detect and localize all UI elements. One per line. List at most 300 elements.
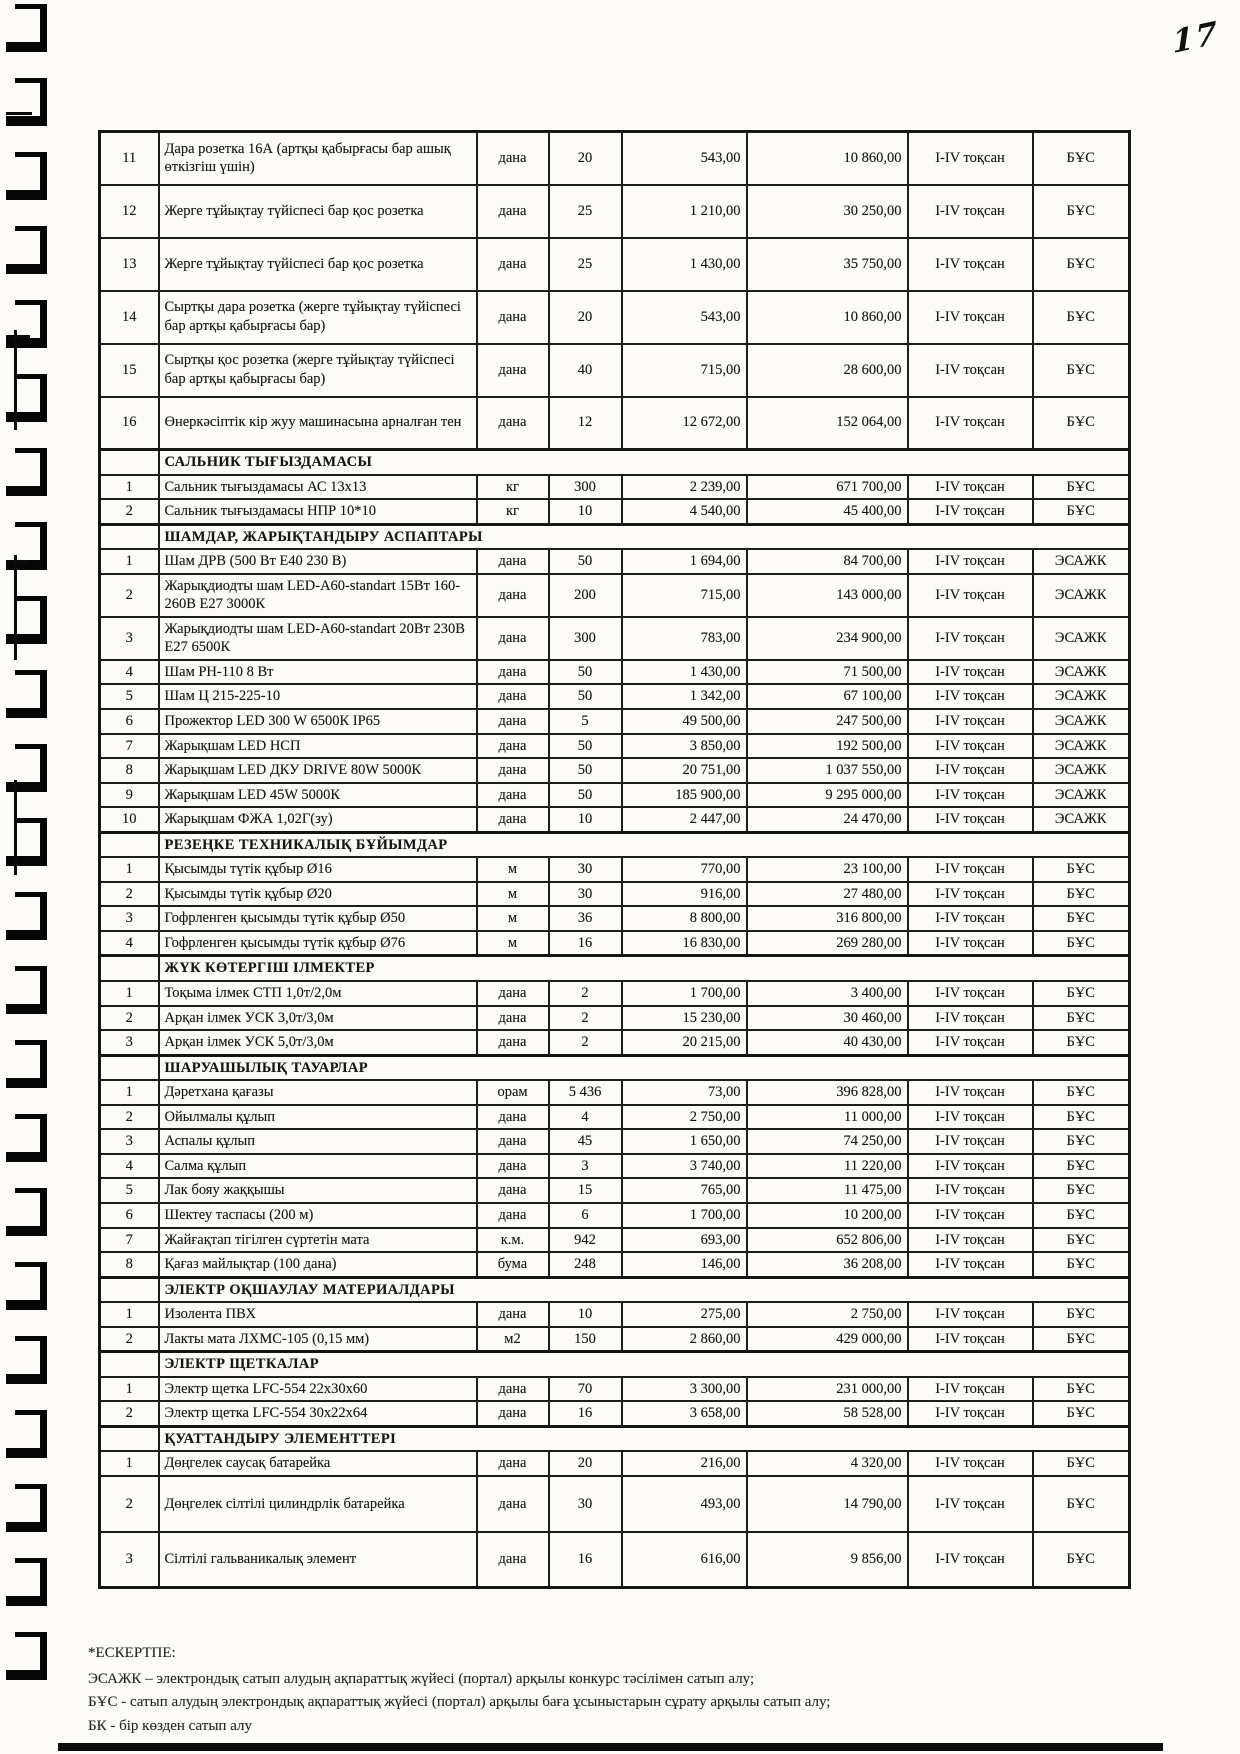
- cell-unit-price: 543,00: [622, 132, 747, 185]
- table-row: [100, 931, 1130, 956]
- cell-item-name: Шам ДРВ (500 Вт Е40 230 В): [159, 549, 477, 574]
- cell-row-number: 4: [100, 660, 159, 685]
- cell-unit-price: 15 230,00: [622, 1006, 747, 1031]
- cell-row-number: 3: [100, 1030, 159, 1055]
- binding-bracket-mark: [15, 1558, 47, 1604]
- cell-total-price: 671 700,00: [747, 475, 908, 500]
- cell-item-name: Гофрленген қысымды түтік құбыр Ø50: [159, 906, 477, 931]
- section-title: ШАМДАР, ЖАРЫҚТАНДЫРУ АСПАПТАРЫ: [159, 524, 1130, 549]
- cell-unit: дана: [477, 709, 549, 734]
- table-row: [100, 1401, 1130, 1426]
- cell-total-price: 10 860,00: [747, 132, 908, 185]
- cell-total-price: 234 900,00: [747, 617, 908, 660]
- cell-row-number: 2: [100, 882, 159, 907]
- cell-unit: дана: [477, 981, 549, 1006]
- cell-quarter: I-IV тоқсан: [908, 684, 1033, 709]
- cell-row-number: 1: [100, 475, 159, 500]
- cell-total-price: 11 220,00: [747, 1154, 908, 1179]
- binding-bracket-mark: [15, 374, 47, 420]
- cell-quarter: I-IV тоқсан: [908, 1154, 1033, 1179]
- cell-total-price: 247 500,00: [747, 709, 908, 734]
- cell-quarter: I-IV тоқсан: [908, 1129, 1033, 1154]
- cell-row-number: 5: [100, 1178, 159, 1203]
- cell-total-price: 67 100,00: [747, 684, 908, 709]
- cell-unit: дана: [477, 1178, 549, 1203]
- cell-total-price: 35 750,00: [747, 238, 908, 291]
- cell-quarter: I-IV тоқсан: [908, 1302, 1033, 1327]
- cell-row-number: 9: [100, 783, 159, 808]
- cell-row-number: [100, 1055, 159, 1080]
- cell-unit-price: 1 700,00: [622, 1203, 747, 1228]
- cell-quarter: I-IV тоқсан: [908, 1203, 1033, 1228]
- cell-quarter: I-IV тоқсан: [908, 807, 1033, 832]
- section-title: РЕЗЕҢКЕ ТЕХНИКАЛЫҚ БҰЙЫМДАР: [159, 832, 1130, 857]
- cell-item-name: Арқан ілмек УСК 5,0т/3,0м: [159, 1030, 477, 1055]
- cell-item-name: Шам РН-110 8 Вт: [159, 660, 477, 685]
- cell-total-price: 71 500,00: [747, 660, 908, 685]
- cell-row-number: 3: [100, 1532, 159, 1588]
- table-row: [100, 617, 1130, 660]
- cell-method: БҰС: [1033, 1203, 1130, 1228]
- table-row: [100, 734, 1130, 759]
- section-header-row: [100, 450, 1130, 475]
- table-row: [100, 1327, 1130, 1352]
- cell-total-price: 58 528,00: [747, 1401, 908, 1426]
- cell-item-name: Жарықдиодты шам LED-А60-standart 15Вт 160-260В Е27 3000К: [159, 574, 477, 617]
- cell-row-number: 3: [100, 906, 159, 931]
- cell-unit-price: 20 751,00: [622, 758, 747, 783]
- cell-row-number: 2: [100, 1401, 159, 1426]
- cell-total-price: 316 800,00: [747, 906, 908, 931]
- section-header-row: [100, 524, 1130, 549]
- cell-quarter: I-IV тоқсан: [908, 882, 1033, 907]
- cell-unit: м: [477, 931, 549, 956]
- cell-method: БҰС: [1033, 132, 1130, 185]
- cell-unit-price: 4 540,00: [622, 499, 747, 524]
- cell-unit-price: 146,00: [622, 1252, 747, 1277]
- cell-unit-price: 216,00: [622, 1451, 747, 1476]
- cell-quantity: 25: [549, 185, 622, 238]
- cell-unit-price: 275,00: [622, 1302, 747, 1327]
- cell-method: БҰС: [1033, 1327, 1130, 1352]
- cell-unit-price: 765,00: [622, 1178, 747, 1203]
- cell-unit-price: 715,00: [622, 344, 747, 397]
- cell-unit-price: 3 850,00: [622, 734, 747, 759]
- cell-unit: дана: [477, 807, 549, 832]
- cell-total-price: 10 200,00: [747, 1203, 908, 1228]
- cell-quantity: 16: [549, 931, 622, 956]
- table-row: [100, 758, 1130, 783]
- cell-total-price: 30 250,00: [747, 185, 908, 238]
- cell-row-number: [100, 832, 159, 857]
- cell-unit-price: 16 830,00: [622, 931, 747, 956]
- cell-total-price: 28 600,00: [747, 344, 908, 397]
- cell-item-name: Прожектор LED 300 W 6500К IP65: [159, 709, 477, 734]
- cell-unit-price: 1 210,00: [622, 185, 747, 238]
- cell-row-number: 16: [100, 397, 159, 450]
- cell-unit: дана: [477, 617, 549, 660]
- cell-quantity: 3: [549, 1154, 622, 1179]
- section-header-row: [100, 1055, 1130, 1080]
- cell-method: ЭСАЖК: [1033, 574, 1130, 617]
- cell-total-price: 30 460,00: [747, 1006, 908, 1031]
- cell-row-number: 1: [100, 1377, 159, 1402]
- binding-bracket-mark: [15, 1336, 47, 1382]
- footnote-line: ЭСАЖК – электрондық сатып алудың ақпараттық жүйесі (портал) арқылы конкурс тәсілімен сатып алу;: [88, 1670, 755, 1687]
- cell-row-number: 7: [100, 1228, 159, 1253]
- cell-row-number: 1: [100, 857, 159, 882]
- cell-quarter: I-IV тоқсан: [908, 475, 1033, 500]
- cell-total-price: 152 064,00: [747, 397, 908, 450]
- cell-unit-price: 20 215,00: [622, 1030, 747, 1055]
- table-row: [100, 1377, 1130, 1402]
- cell-row-number: 2: [100, 574, 159, 617]
- cell-unit: м: [477, 857, 549, 882]
- cell-quantity: 248: [549, 1252, 622, 1277]
- cell-row-number: 4: [100, 1154, 159, 1179]
- cell-unit: дана: [477, 132, 549, 185]
- binding-bracket-mark: [15, 1484, 47, 1530]
- cell-total-price: 231 000,00: [747, 1377, 908, 1402]
- cell-method: БҰС: [1033, 882, 1130, 907]
- table-row: [100, 660, 1130, 685]
- cell-row-number: 11: [100, 132, 159, 185]
- binding-bracket-mark: [15, 300, 47, 346]
- cell-total-price: 36 208,00: [747, 1252, 908, 1277]
- table-row: [100, 1178, 1130, 1203]
- cell-quarter: I-IV тоқсан: [908, 132, 1033, 185]
- cell-method: БҰС: [1033, 857, 1130, 882]
- cell-unit: дана: [477, 344, 549, 397]
- cell-quarter: I-IV тоқсан: [908, 1080, 1033, 1105]
- cell-row-number: 7: [100, 734, 159, 759]
- cell-quantity: 2: [549, 1030, 622, 1055]
- cell-row-number: 1: [100, 1302, 159, 1327]
- cell-row-number: 1: [100, 981, 159, 1006]
- section-title: ЭЛЕКТР ОҚШАУЛАУ МАТЕРИАЛДАРЫ: [159, 1277, 1130, 1302]
- cell-quantity: 50: [549, 734, 622, 759]
- scan-streak-mark: [14, 555, 17, 660]
- cell-quarter: I-IV тоқсан: [908, 574, 1033, 617]
- cell-quantity: 2: [549, 981, 622, 1006]
- cell-row-number: 1: [100, 549, 159, 574]
- cell-unit-price: 916,00: [622, 882, 747, 907]
- cell-total-price: 27 480,00: [747, 882, 908, 907]
- cell-method: БҰС: [1033, 931, 1130, 956]
- cell-unit-price: 783,00: [622, 617, 747, 660]
- footnote-title: *ЕСКЕРТПЕ:: [88, 1645, 176, 1661]
- cell-total-price: 14 790,00: [747, 1476, 908, 1532]
- cell-row-number: [100, 524, 159, 549]
- cell-item-name: Лак бояу жаққышы: [159, 1178, 477, 1203]
- cell-unit: м2: [477, 1327, 549, 1352]
- cell-quarter: I-IV тоқсан: [908, 1327, 1033, 1352]
- cell-row-number: 6: [100, 709, 159, 734]
- cell-unit: дана: [477, 238, 549, 291]
- cell-row-number: 4: [100, 931, 159, 956]
- cell-unit: дана: [477, 1154, 549, 1179]
- table-row: [100, 684, 1130, 709]
- cell-method: БҰС: [1033, 1451, 1130, 1476]
- cell-unit: дана: [477, 291, 549, 344]
- table-row: [100, 185, 1130, 238]
- cell-row-number: [100, 1426, 159, 1451]
- cell-unit: м: [477, 906, 549, 931]
- cell-quantity: 10: [549, 807, 622, 832]
- cell-method: ЭСАЖК: [1033, 549, 1130, 574]
- cell-quantity: 16: [549, 1532, 622, 1588]
- table-row: [100, 709, 1130, 734]
- cell-method: БҰС: [1033, 1129, 1130, 1154]
- cell-row-number: 15: [100, 344, 159, 397]
- binding-bracket-mark: [15, 1262, 47, 1308]
- table-row: [100, 1252, 1130, 1277]
- cell-row-number: [100, 1352, 159, 1377]
- cell-unit-price: 2 860,00: [622, 1327, 747, 1352]
- cell-item-name: Қысымды түтік құбыр Ø16: [159, 857, 477, 882]
- cell-item-name: Ойылмалы құлып: [159, 1105, 477, 1130]
- cell-quarter: I-IV тоқсан: [908, 1178, 1033, 1203]
- cell-item-name: Сальник тығыздамасы АС 13х13: [159, 475, 477, 500]
- procurement-table: [98, 130, 1131, 1589]
- cell-unit: дана: [477, 1532, 549, 1588]
- cell-unit-price: 185 900,00: [622, 783, 747, 808]
- cell-total-price: 396 828,00: [747, 1080, 908, 1105]
- cell-unit: дана: [477, 1203, 549, 1228]
- cell-item-name: Жарықшам LED 45W 5000К: [159, 783, 477, 808]
- cell-total-price: 143 000,00: [747, 574, 908, 617]
- section-header-row: [100, 1277, 1130, 1302]
- cell-quantity: 300: [549, 617, 622, 660]
- cell-unit: бума: [477, 1252, 549, 1277]
- cell-quantity: 150: [549, 1327, 622, 1352]
- cell-row-number: [100, 450, 159, 475]
- cell-method: ЭСАЖК: [1033, 783, 1130, 808]
- cell-total-price: 11 475,00: [747, 1178, 908, 1203]
- binding-bracket-mark: [15, 892, 47, 938]
- scan-tick-mark: [6, 112, 32, 115]
- cell-total-price: 652 806,00: [747, 1228, 908, 1253]
- cell-item-name: Гофрленген қысымды түтік құбыр Ø76: [159, 931, 477, 956]
- cell-unit-price: 1 342,00: [622, 684, 747, 709]
- cell-quarter: I-IV тоқсан: [908, 758, 1033, 783]
- cell-item-name: Тоқыма ілмек СТП 1,0т/2,0м: [159, 981, 477, 1006]
- cell-unit: дана: [477, 734, 549, 759]
- cell-total-price: 84 700,00: [747, 549, 908, 574]
- table-row: [100, 397, 1130, 450]
- cell-quantity: 10: [549, 499, 622, 524]
- cell-row-number: 8: [100, 1252, 159, 1277]
- scan-streak-mark: [14, 330, 17, 430]
- binding-bracket-mark: [15, 1632, 47, 1678]
- cell-quarter: I-IV тоқсан: [908, 397, 1033, 450]
- cell-total-price: 24 470,00: [747, 807, 908, 832]
- cell-quarter: I-IV тоқсан: [908, 981, 1033, 1006]
- cell-quantity: 942: [549, 1228, 622, 1253]
- cell-quarter: I-IV тоқсан: [908, 1377, 1033, 1402]
- cell-item-name: Шам Ц 215-225-10: [159, 684, 477, 709]
- section-header-row: [100, 832, 1130, 857]
- table-row: [100, 1476, 1130, 1532]
- cell-method: БҰС: [1033, 1532, 1130, 1588]
- cell-unit: дана: [477, 1401, 549, 1426]
- cell-total-price: 40 430,00: [747, 1030, 908, 1055]
- cell-unit-price: 2 239,00: [622, 475, 747, 500]
- cell-item-name: Жарықдиодты шам LED-А60-standart 20Вт 230В Е27 6500К: [159, 617, 477, 660]
- cell-method: ЭСАЖК: [1033, 660, 1130, 685]
- cell-item-name: Өнеркәсіптік кір жуу машинасына арналған тен: [159, 397, 477, 450]
- footnote-line: БК - бір көзден сатып алу: [88, 1718, 252, 1735]
- table-row: [100, 1080, 1130, 1105]
- cell-total-price: 4 320,00: [747, 1451, 908, 1476]
- cell-quarter: I-IV тоқсан: [908, 1532, 1033, 1588]
- cell-row-number: 13: [100, 238, 159, 291]
- scan-tick-mark: [6, 560, 28, 563]
- cell-unit: дана: [477, 1476, 549, 1532]
- cell-method: БҰС: [1033, 1154, 1130, 1179]
- cell-unit: дана: [477, 1129, 549, 1154]
- cell-method: БҰС: [1033, 1030, 1130, 1055]
- cell-quarter: I-IV тоқсан: [908, 549, 1033, 574]
- cell-quarter: I-IV тоқсан: [908, 291, 1033, 344]
- cell-quarter: I-IV тоқсан: [908, 857, 1033, 882]
- table-row: [100, 1203, 1130, 1228]
- cell-item-name: Дөңгелек сілтілі цилиндрлік батарейка: [159, 1476, 477, 1532]
- cell-quarter: I-IV тоқсан: [908, 238, 1033, 291]
- section-header-row: [100, 1426, 1130, 1451]
- section-header-row: [100, 956, 1130, 981]
- cell-total-price: 23 100,00: [747, 857, 908, 882]
- cell-row-number: 2: [100, 1105, 159, 1130]
- table-row: [100, 1302, 1130, 1327]
- cell-unit-price: 1 694,00: [622, 549, 747, 574]
- binding-bracket-mark: [15, 4, 47, 50]
- cell-item-name: Қысымды түтік құбыр Ø20: [159, 882, 477, 907]
- cell-unit: дана: [477, 1377, 549, 1402]
- binding-bracket-mark: [15, 78, 47, 124]
- cell-quarter: I-IV тоқсан: [908, 660, 1033, 685]
- table-row: [100, 1129, 1130, 1154]
- scan-tick-mark: [6, 782, 26, 785]
- cell-unit: дана: [477, 185, 549, 238]
- table-row: [100, 574, 1130, 617]
- table-row: [100, 857, 1130, 882]
- cell-item-name: Сыртқы дара розетка (жерге тұйықтау түйіспесі бар артқы қабырғасы бар): [159, 291, 477, 344]
- cell-quantity: 5 436: [549, 1080, 622, 1105]
- cell-total-price: 9 856,00: [747, 1532, 908, 1588]
- cell-item-name: Салма құлып: [159, 1154, 477, 1179]
- cell-unit-price: 543,00: [622, 291, 747, 344]
- cell-method: БҰС: [1033, 981, 1130, 1006]
- table-row: [100, 1532, 1130, 1588]
- cell-total-price: 3 400,00: [747, 981, 908, 1006]
- cell-unit: дана: [477, 574, 549, 617]
- binding-bracket-mark: [15, 1188, 47, 1234]
- cell-row-number: 14: [100, 291, 159, 344]
- cell-item-name: Дара розетка 16А (артқы қабырғасы бар ашық өткізгіш үшін): [159, 132, 477, 185]
- cell-unit: дана: [477, 660, 549, 685]
- cell-quantity: 5: [549, 709, 622, 734]
- cell-item-name: Лакты мата ЛХМС-105 (0,15 мм): [159, 1327, 477, 1352]
- cell-item-name: Электр щетка LFC-554 22х30х60: [159, 1377, 477, 1402]
- cell-quantity: 20: [549, 1451, 622, 1476]
- cell-unit: кг: [477, 499, 549, 524]
- cell-unit-price: 8 800,00: [622, 906, 747, 931]
- cell-unit-price: 1 650,00: [622, 1129, 747, 1154]
- cell-quantity: 12: [549, 397, 622, 450]
- cell-quarter: I-IV тоқсан: [908, 931, 1033, 956]
- cell-unit: дана: [477, 1006, 549, 1031]
- table-row: [100, 906, 1130, 931]
- binding-bracket-mark: [15, 152, 47, 198]
- cell-quantity: 30: [549, 882, 622, 907]
- table-row: [100, 1154, 1130, 1179]
- cell-unit-price: 12 672,00: [622, 397, 747, 450]
- table-row: [100, 1228, 1130, 1253]
- cell-quantity: 45: [549, 1129, 622, 1154]
- cell-method: ЭСАЖК: [1033, 734, 1130, 759]
- cell-total-price: 192 500,00: [747, 734, 908, 759]
- cell-item-name: Электр щетка LFC-554 30х22х64: [159, 1401, 477, 1426]
- binding-bracket-mark: [15, 226, 47, 272]
- cell-unit-price: 616,00: [622, 1532, 747, 1588]
- cell-quantity: 20: [549, 132, 622, 185]
- binding-bracket-mark: [15, 1114, 47, 1160]
- cell-quantity: 50: [549, 783, 622, 808]
- cell-quarter: I-IV тоқсан: [908, 1451, 1033, 1476]
- cell-quarter: I-IV тоқсан: [908, 1401, 1033, 1426]
- table-row: [100, 291, 1130, 344]
- cell-item-name: Арқан ілмек УСК 3,0т/3,0м: [159, 1006, 477, 1031]
- scan-edge-line: [58, 1743, 1163, 1751]
- cell-quarter: I-IV тоқсан: [908, 344, 1033, 397]
- cell-item-name: Жерге тұйықтау түйіспесі бар қос розетка: [159, 185, 477, 238]
- binding-bracket-mark: [15, 818, 47, 864]
- cell-method: БҰС: [1033, 1401, 1130, 1426]
- cell-quarter: I-IV тоқсан: [908, 1252, 1033, 1277]
- cell-quantity: 40: [549, 344, 622, 397]
- cell-row-number: 2: [100, 1476, 159, 1532]
- cell-quantity: 70: [549, 1377, 622, 1402]
- cell-item-name: Дәретхана қағазы: [159, 1080, 477, 1105]
- cell-method: БҰС: [1033, 1476, 1130, 1532]
- scan-tick-mark: [6, 335, 30, 338]
- cell-total-price: 2 750,00: [747, 1302, 908, 1327]
- cell-method: БҰС: [1033, 1228, 1130, 1253]
- cell-method: БҰС: [1033, 344, 1130, 397]
- cell-item-name: Дөңгелек саусақ батарейка: [159, 1451, 477, 1476]
- cell-unit-price: 3 658,00: [622, 1401, 747, 1426]
- cell-quantity: 50: [549, 549, 622, 574]
- cell-row-number: 2: [100, 1006, 159, 1031]
- table-row: [100, 1030, 1130, 1055]
- cell-row-number: 2: [100, 499, 159, 524]
- cell-total-price: 10 860,00: [747, 291, 908, 344]
- cell-unit-price: 715,00: [622, 574, 747, 617]
- cell-quantity: 16: [549, 1401, 622, 1426]
- cell-unit: дана: [477, 549, 549, 574]
- cell-total-price: 269 280,00: [747, 931, 908, 956]
- cell-item-name: Аспалы құлып: [159, 1129, 477, 1154]
- cell-quarter: I-IV тоқсан: [908, 617, 1033, 660]
- section-title: ЖҮК КӨТЕРГІШ ІЛМЕКТЕР: [159, 956, 1130, 981]
- cell-row-number: 1: [100, 1080, 159, 1105]
- cell-quarter: I-IV тоқсан: [908, 1476, 1033, 1532]
- cell-unit-price: 770,00: [622, 857, 747, 882]
- binding-bracket-mark: [15, 670, 47, 716]
- table-row: [100, 132, 1130, 185]
- cell-method: ЭСАЖК: [1033, 758, 1130, 783]
